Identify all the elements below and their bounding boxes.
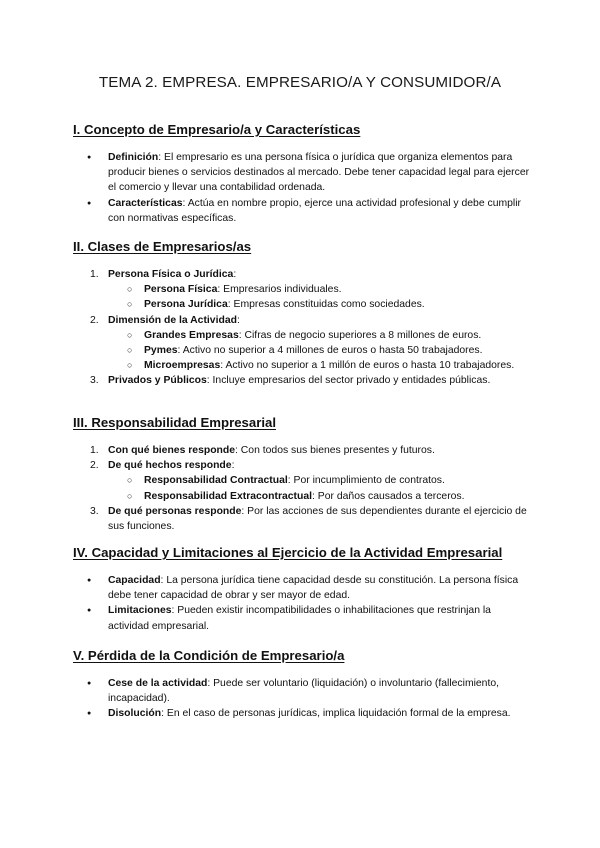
sub-list <box>108 282 533 312</box>
list-item: ● Cese de la actividad: Puede ser voluntario (liquidación) o involuntario (fallecimiento, incapacidad). <box>73 676 533 706</box>
section-capacidad <box>73 545 533 634</box>
sub-list <box>108 328 533 374</box>
sub-list-item: ○ Persona Jurídica: Empresas constituidas como sociedades. <box>108 297 533 312</box>
section-perdida <box>73 648 533 722</box>
sub-list-item: ○ Responsabilidad Contractual: Por incumplimiento de contratos. <box>108 473 533 488</box>
section-clases <box>73 239 533 389</box>
sub-list-item: ○ Pymes: Activo no superior a 4 millones de euros o hasta 50 trabajadores. <box>108 343 533 358</box>
list-item: 1. Con qué bienes responde: Con todos sus bienes presentes y futuros. <box>90 445 435 456</box>
list-item: ● Disolución: En el caso de personas jurídicas, implica liquidación formal de la empresa. <box>73 706 533 721</box>
section-heading: III. Responsabilidad Empresarial <box>73 415 277 430</box>
list-item: ● Definición: El empresario es una persona física o jurídica que organiza elementos para producir bienes o servicios destinados al mercado. Debe tener capacidad legal para ejercer el comercio y llevar una contabilidad ordenada. <box>73 150 533 196</box>
section-responsabilidad <box>73 415 533 534</box>
document-title: TEMA 2. EMPRESA. EMPRESARIO/A Y CONSUMIDOR/A <box>98 74 502 91</box>
section-heading: V. Pérdida de la Condición de Empresario/a <box>73 648 345 663</box>
list-item: 2. De qué hechos responde: ○ Responsabilidad Contractual: Por incumplimiento de contratos. ○ Responsabilidad Extracontractual: Por daños causados a terceros. <box>73 458 533 504</box>
section-heading: II. Clases de Empresarios/as <box>73 239 252 254</box>
list-item: 1. Persona Física o Jurídica: ○ Persona Física: Empresarios individuales. ○ Persona Jurídica: Empresas constituidas como sociedades. <box>73 267 533 313</box>
section-heading: IV. Capacidad y Limitaciones al Ejercicio de la Actividad Empresarial <box>73 545 503 560</box>
section-concepto <box>73 122 533 226</box>
list-item: 2. Dimensión de la Actividad: ○ Grandes Empresas: Cifras de negocio superiores a 8 millones de euros. ○ Pymes: Activo no superior a 4 millones de euros o hasta 50 trabajadores. ○ Microempresas: Activo no superior a 1 millón de euros o hasta 10 trabajadores. <box>73 313 533 374</box>
list-item: ● Características: Actúa en nombre propio, ejerce una actividad profesional y debe cumplir con normativas específicas. <box>73 196 533 226</box>
sub-list-item: ○ Persona Física: Empresarios individuales. <box>108 282 533 297</box>
bullet-list <box>73 573 533 634</box>
bullet-list <box>73 150 533 226</box>
section-heading: I. Concepto de Empresario/a y Características <box>73 122 361 137</box>
numbered-list <box>73 443 533 534</box>
numbered-list <box>73 267 533 389</box>
list-item: 3. Privados y Públicos: Incluye empresarios del sector privado y entidades públicas. <box>90 375 491 387</box>
sub-list <box>108 473 533 503</box>
sub-list-item: ○ Grandes Empresas: Cifras de negocio superiores a 8 millones de euros. <box>108 328 533 343</box>
list-item: ● Capacidad: La persona jurídica tiene capacidad desde su constitución. La persona física debe tener capacidad de obrar y ser mayor de edad. <box>73 573 533 603</box>
bullet-list <box>73 676 533 722</box>
sub-list-item: ○ Microempresas: Activo no superior a 1 millón de euros o hasta 10 trabajadores. <box>108 358 533 373</box>
list-item: ● Limitaciones: Pueden existir incompatibilidades o inhabilitaciones que restrinjan la actividad empresarial. <box>73 603 533 633</box>
sub-list-item: ○ Responsabilidad Extracontractual: Por daños causados a terceros. <box>108 489 533 504</box>
list-item: 3. De qué personas responde: Por las acciones de sus dependientes durante el ejercicio de sus funciones. <box>90 505 527 533</box>
